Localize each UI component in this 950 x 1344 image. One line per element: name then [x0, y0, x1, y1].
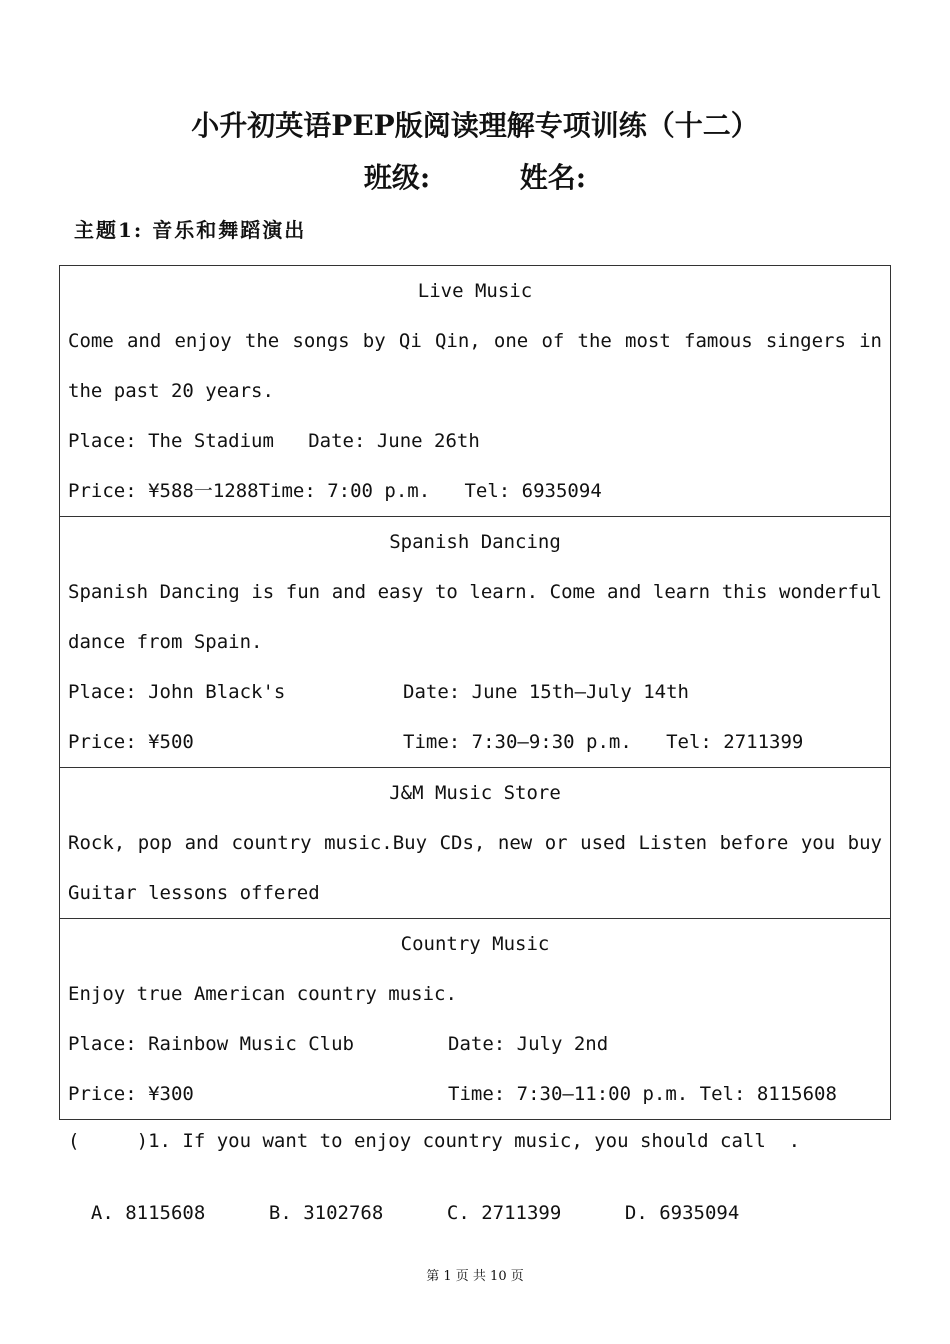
option-b[interactable]: B. 3102768 [268, 1202, 384, 1224]
ad-info [68, 717, 882, 767]
student-info [0, 156, 950, 196]
ad-jm-music-store [60, 768, 891, 919]
ad-heading: J&M Music Store [389, 782, 561, 804]
option-c[interactable]: C. 2711399 [446, 1202, 562, 1224]
ad-desc: Rock, pop and country music.Buy CDs, new or used Listen before you buy [68, 832, 882, 854]
ad-info: Place: The Stadium Date: June 26th [68, 430, 480, 452]
class-label: 班级: [363, 161, 431, 194]
ad-info [68, 1069, 882, 1119]
page-title: 小升初英语PEP版阅读理解专项训练（十二） [191, 109, 759, 142]
ad-heading: Live Music [417, 280, 533, 302]
question-options [68, 1180, 803, 1224]
name-label: 姓名: [519, 161, 587, 194]
question-stem: ( )1. If you want to enjoy country music, you should call . [68, 1130, 801, 1152]
ad-price: Price: ¥300 [68, 1083, 194, 1105]
page-footer: 第 1 页 共 10 页 [426, 1269, 524, 1284]
ad-spanish-dancing [60, 517, 891, 768]
ad-heading: Spanish Dancing [389, 531, 561, 553]
ad-desc: Enjoy true American country music. [68, 983, 457, 1005]
ad-heading: Country Music [400, 933, 550, 955]
ad-price: Price: ¥500 [68, 731, 194, 753]
ad-date: Date: June 15th—July 14th [403, 681, 689, 703]
ad-info [68, 667, 882, 717]
theme-heading: 主题1: 音乐和舞蹈演出 [74, 218, 307, 242]
ads-table [59, 265, 891, 1120]
ad-info [68, 1019, 882, 1069]
ad-date: Date: July 2nd [448, 1033, 609, 1055]
ad-live-music [60, 266, 891, 517]
ad-place: Place: Rainbow Music Club [68, 1033, 354, 1055]
option-a[interactable]: A. 8115608 [90, 1202, 206, 1224]
ad-desc: Come and enjoy the songs by Qi Qin, one of the most famous singers in [68, 330, 882, 352]
ad-time: Time: 7:30—9:30 p.m. Tel: 2711399 [403, 731, 804, 753]
ad-desc: dance from Spain. [68, 631, 263, 653]
ad-place: Place: John Black's [68, 681, 286, 703]
ad-desc: Spanish Dancing is fun and easy to learn. Come and learn this wonderful [68, 581, 882, 603]
ad-country-music [60, 919, 891, 1120]
ad-desc: Guitar lessons offered [68, 882, 320, 904]
option-d[interactable]: D. 6935094 [624, 1202, 740, 1224]
ad-time: Time: 7:30—11:00 p.m. Tel: 8115608 [448, 1083, 837, 1105]
ad-info: Price: ¥588一1288Time: 7:00 p.m. Tel: 6935094 [68, 480, 602, 502]
ad-desc: the past 20 years. [68, 380, 274, 402]
